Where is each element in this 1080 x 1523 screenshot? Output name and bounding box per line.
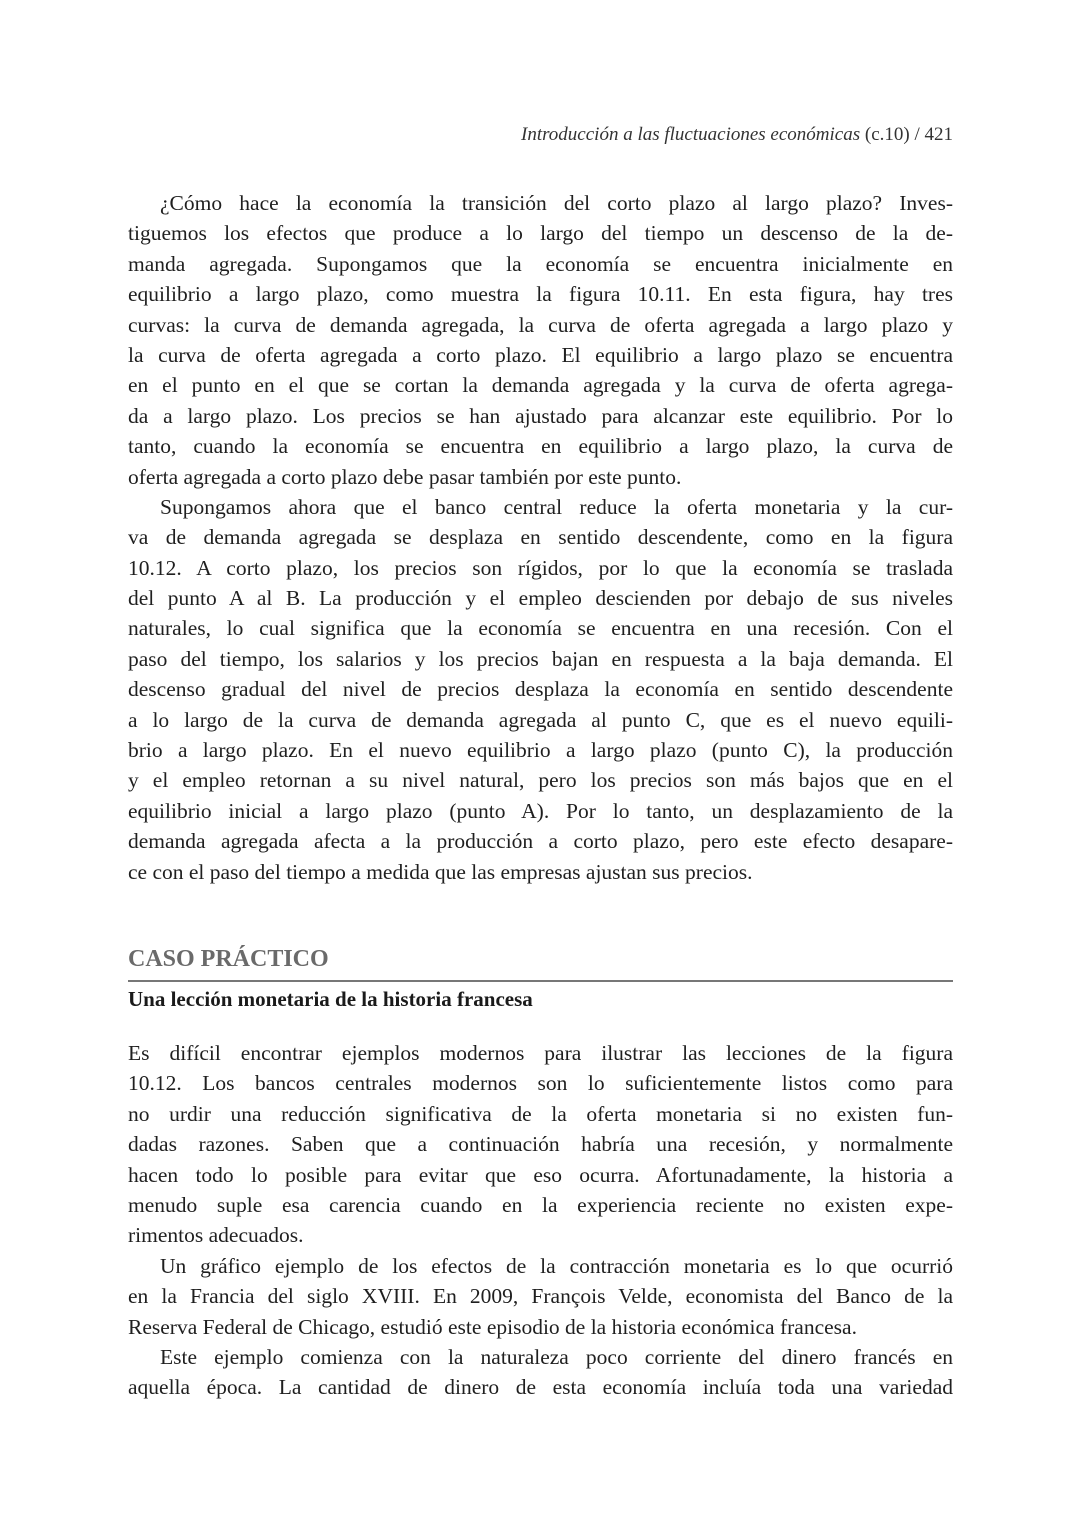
text-line: en el punto en el que se cortan la demanda agregada y la curva de oferta agrega-	[128, 373, 953, 398]
text-line: menudo suple esa carencia cuando en la experiencia reciente no existen expe-	[128, 1192, 953, 1217]
paragraph	[128, 1251, 953, 1342]
text-line: paso del tiempo, los salarios y los precios bajan en respuesta a la baja demanda. El	[128, 646, 953, 671]
text-line: dadas razones. Saben que a continuación habría una recesión, y normalmente	[128, 1132, 953, 1157]
text-line: Supongamos ahora que el banco central reduce la oferta monetaria y la cur-	[160, 494, 953, 519]
text-line: y el empleo retornan a su nivel natural, pero los precios son más bajos que en el	[128, 768, 953, 793]
text-line: la curva de oferta agregada a corto plazo. El equilibrio a largo plazo se encuentra	[128, 342, 953, 367]
text-line: hacen todo lo posible para evitar que eso ocurra. Afortunadamente, la historia a	[128, 1162, 953, 1187]
running-header-chapter: (c.10)	[864, 124, 910, 145]
text-line: del punto A al B. La producción y el empleo descienden por debajo de sus niveles	[128, 586, 953, 611]
text-line: demanda agregada afecta a la producción a corto plazo, pero este efecto desapare-	[128, 829, 953, 854]
text-line: da a largo plazo. Los precios se han ajustado para alcanzar este equilibrio. Por lo	[128, 403, 953, 428]
page-number: 421	[924, 124, 953, 145]
running-header	[521, 124, 953, 146]
text-line: aquella época. La cantidad de dinero de esta economía incluía toda una variedad	[128, 1375, 953, 1400]
text-line: rimentos adecuados.	[128, 1223, 304, 1248]
text-line: tanto, cuando la economía se encuentra en equilibrio a largo plazo, la curva de	[128, 434, 953, 459]
text-line: equilibrio a largo plazo, como muestra la figura 10.11. En esta figura, hay tres	[128, 282, 953, 307]
text-line: oferta agregada a corto plazo debe pasar también por este punto.	[128, 464, 682, 489]
case-study-divider	[128, 980, 953, 982]
running-header-separator: /	[914, 124, 920, 145]
text-line: 10.12. A corto plazo, los precios son rígidos, por lo que la economía se traslada	[128, 555, 953, 580]
text-line: Un gráfico ejemplo de los efectos de la contracción monetaria es lo que ocurrió	[160, 1253, 953, 1278]
body-text-section-1	[128, 188, 953, 887]
case-study-title: Una lección monetaria de la historia francesa	[128, 987, 533, 1011]
text-line: equilibrio inicial a largo plazo (punto A). Por lo tanto, un desplazamiento de la	[128, 798, 953, 823]
text-line: descenso gradual del nivel de precios desplaza la economía en sentido descendente	[128, 677, 953, 702]
text-line: 10.12. Los bancos centrales modernos son lo suficientemente listos como para	[128, 1071, 953, 1096]
text-line: Reserva Federal de Chicago, estudió este episodio de la historia económica francesa.	[128, 1314, 857, 1339]
text-line: no urdir una reducción significativa de la oferta monetaria si no existen fun-	[128, 1101, 953, 1126]
paragraph	[128, 1038, 953, 1251]
running-header-title: Introducción a las fluctuaciones económicas	[521, 124, 861, 145]
text-line: naturales, lo cual significa que la economía se encuentra en una recesión. Con el	[128, 616, 953, 641]
text-line: va de demanda agregada se desplaza en sentido descendente, como en la figura	[128, 525, 953, 550]
text-line: Es difícil encontrar ejemplos modernos para ilustrar las lecciones de la figura	[128, 1041, 953, 1065]
text-line: a lo largo de la curva de demanda agregada al punto C, que es el nuevo equili-	[128, 707, 953, 732]
text-line: ce con el paso del tiempo a medida que las empresas ajustan sus precios.	[128, 859, 753, 884]
paragraph	[128, 188, 953, 492]
case-study-body	[128, 1038, 953, 1403]
text-line: manda agregada. Supongamos que la economía se encuentra inicialmente en	[128, 251, 953, 276]
text-line: ¿Cómo hace la economía la transición del corto plazo al largo plazo? Inves-	[160, 191, 953, 215]
case-study-label: CASO PRÁCTICO	[128, 946, 329, 972]
paragraph	[128, 492, 953, 887]
paragraph	[128, 1342, 953, 1403]
text-line: tiguemos los efectos que produce a lo largo del tiempo un descenso de la de-	[128, 221, 953, 246]
text-line: curvas: la curva de demanda agregada, la curva de oferta agregada a largo plazo y	[128, 312, 953, 337]
text-line: brio a largo plazo. En el nuevo equilibrio a largo plazo (punto C), la producción	[128, 738, 953, 763]
text-line: Este ejemplo comienza con la naturaleza poco corriente del dinero francés en	[160, 1344, 953, 1369]
text-line: en la Francia del siglo XVIII. En 2009, François Velde, economista del Banco de la	[128, 1284, 953, 1309]
